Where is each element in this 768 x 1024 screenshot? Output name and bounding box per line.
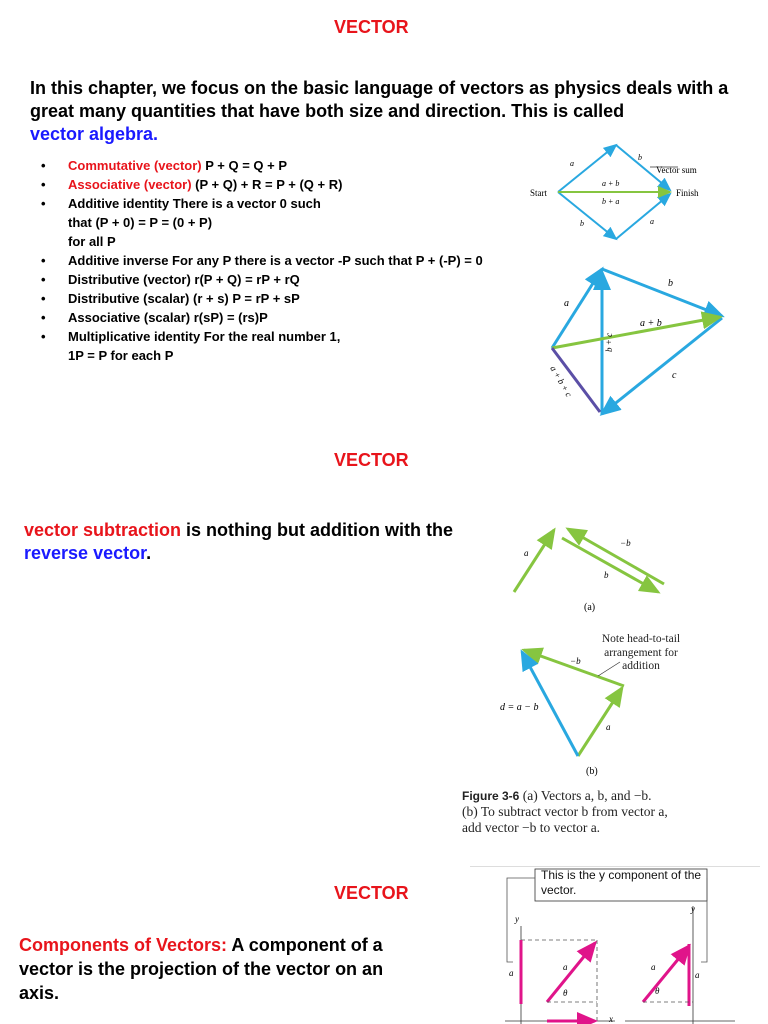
right-ay-label: a [695,970,700,980]
section-title-3: VECTOR [334,883,409,903]
y-component-callout: This is the y component of the vector. [541,868,702,897]
right-a-label: a [651,962,656,972]
label-b: b [604,570,609,580]
rule-label: Associative (vector) [68,177,192,192]
label-a-plus-b: a + b [602,179,620,188]
figure-caption [462,788,742,836]
caption-line-3: add vector −b to vector a. [462,820,601,835]
label-a: a [524,548,529,558]
right-theta-label: θ [655,986,660,996]
rule-label: Commutative (vector) [68,158,202,173]
vector-a [578,688,622,756]
rule-text: Distributive (vector) r(P + Q) = rP + rQ [68,272,300,287]
label-d-equals: d = a − b [500,702,539,713]
label-b: b [638,153,642,162]
components-text: A component of a vector is the projection of the vector on an axis. [19,935,384,1003]
subtraction-red: vector subtraction [24,520,182,540]
figure-a-label: (a) [584,602,596,613]
rule-continuation: 1P = P for each P [68,348,174,363]
intro-text: In this chapter, we focus on the basic language of vectors as physics deals with a great many quantities that have both size and direction. This is called [30,78,729,121]
subtraction-mid: is nothing but addition with the [181,520,453,540]
left-a-label: a [563,962,568,972]
subtraction-paragraph [24,519,464,565]
caption-line-1: (a) Vectors a, b, and −b. [522,788,652,803]
components-paragraph [19,933,399,1005]
label-b-low: b [580,219,584,228]
label-minus-b: −b [570,656,581,666]
rule-text: P + Q = Q + P [201,158,288,173]
label-a-low: a [650,217,654,226]
vector-b [562,538,658,592]
rule-item [68,270,538,289]
left-vector-a [547,943,595,1002]
subtraction-end: . [146,543,152,563]
label-a-plus-b-plus-c: a + b + c [548,364,575,399]
components-red: Components of Vectors: [19,935,228,955]
rule-text: Multiplicative identity For the real number 1, [68,329,341,344]
right-vector-a [643,946,689,1002]
subtraction-blue: reverse vector [24,543,147,563]
vector-c [602,318,722,414]
rule-item [68,327,538,365]
section-title-2: VECTOR [334,450,409,470]
section-title-1: VECTOR [334,17,409,37]
rule-text: Distributive (scalar) (r + s) P = rP + sP [68,291,300,306]
vector-a-plus-b [552,317,720,348]
left-y-label: y [515,914,519,924]
start-label: Start [530,188,547,198]
right-y-label: y [691,904,695,914]
label-a: a [564,298,569,309]
rule-item [68,175,538,194]
rule-item [68,194,538,251]
rule-item [68,251,538,270]
caption-label: Figure 3-6 [462,789,520,803]
rule-item [68,308,538,327]
rule-continuation: that (P + 0) = P = (0 + P) [68,215,213,230]
intro-highlight: vector algebra. [30,124,159,144]
vector-b [602,269,722,316]
intro-paragraph [30,77,740,146]
vector-a-bottom [616,194,670,239]
rule-text: (P + Q) + R = P + (Q + R) [191,177,343,192]
label-b-plus-c: b + c [604,332,614,352]
caption-line-2: (b) To subtract vector b from vector a, [462,804,668,819]
rule-text: Additive identity There is a vector 0 such [68,196,321,211]
vector-minus-b [568,529,664,584]
left-ay-label: a [509,968,514,978]
vector-a [514,530,554,592]
left-theta-label: θ [563,988,568,998]
rule-item [68,289,538,308]
label-b-plus-a: b + a [602,197,620,206]
subtraction-figure-a [500,520,690,615]
vector-a [552,269,602,348]
rule-text: Additive inverse For any P there is a vector -P such that P + (-P) = 0 [68,253,483,268]
label-c: c [672,370,677,381]
vector-polygon-figure [540,262,740,422]
rule-text: Associative (scalar) r(sP) = (rs)P [68,310,268,325]
head-to-tail-note: Note head-to-tail arrangement for addition [601,633,681,672]
vector-sum-parallelogram-figure [520,140,730,245]
rule-continuation: for all P [68,234,116,249]
label-a: a [606,722,611,732]
left-x-label: x [609,1014,613,1024]
label-minus-b: −b [620,538,631,548]
figure-b-label: (b) [586,766,598,777]
label-b: b [668,278,673,289]
rule-item [68,156,538,175]
label-a-plus-b: a + b [640,318,662,329]
finish-label: Finish [676,188,699,198]
label-a: a [570,159,574,168]
vector-rules-list [68,156,538,365]
vector-sum-label: Vector sum [656,165,697,175]
